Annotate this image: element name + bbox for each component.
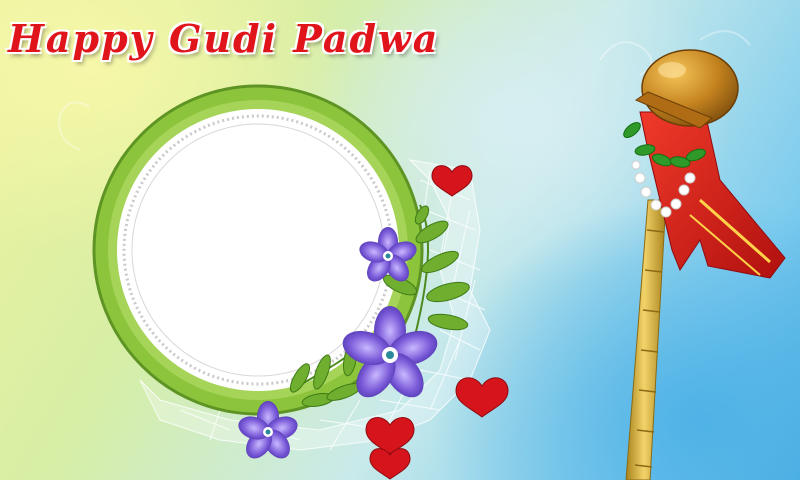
greeting-title: Happy Gudi Padwa [8,16,440,61]
gudi-pole-icon [621,50,785,480]
photo-placeholder[interactable] [133,120,383,370]
heart-icon [456,378,508,417]
